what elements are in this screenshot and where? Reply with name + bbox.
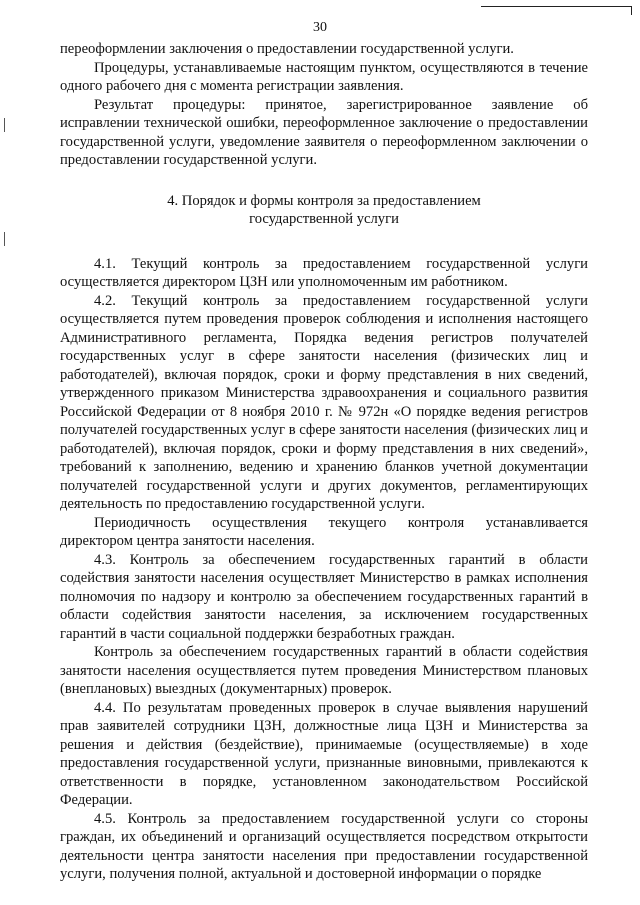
- scan-edge-mark: [4, 232, 5, 246]
- paragraph: 4.5. Контроль за предоставлением государственной услуги со стороны граждан, их объединений и организаций осуществляется посредством открытости деятельности центра занятости населения при предоставлении государственной услуги, получения полной, актуальной и достоверной информации о порядке: [60, 810, 588, 882]
- paragraph: Контроль за обеспечением государственных гарантий в области содействия занятости населения осуществляется путем проведения Министерством плановых (внеплановых) выездных (документарных) проверок.: [60, 644, 588, 697]
- paragraph: Результат процедуры: принятое, зарегистрированное заявление об исправлении технической ошибки, переоформленное заключение о предоставлении государственной услуги, уведомление заявителя о переоформленном заключении о предоставлении государственной услуги.: [60, 96, 588, 168]
- scan-corner-mark: [481, 6, 632, 15]
- paragraph: переоформлении заключения о предоставлении государственной услуги.: [60, 41, 514, 57]
- paragraph: 4.1. Текущий контроль за предоставлением государственной услуги осуществляется директором ЦЗН или уполномоченным им работником.: [60, 255, 588, 290]
- section-heading-line: 4. Порядок и формы контроля за предоставлением: [167, 192, 481, 209]
- paragraph: 4.2. Текущий контроль за предоставлением государственной услуги осуществляется путем проведения проверок соблюдения и исполнения настоящего Административного регламента, Порядка ведения регистров получателей государственных услуг в сфере занятости населения (физических лиц и работодателей), включая порядок, сроки и форму представления в них сведений, утвержденного приказом Министерства здравоохранения и социального развития Российской Федерации от 8 ноября 2010 г. № 972н «О порядке ведения регистров получателей государственных услуг в сфере занятости населения (физических лиц и работодателей), включая порядок, сроки и форму представления в них сведений», требований к заполнению, ведению и хранению бланков учетной документации получателей государственной услуги и других документов, регламентирующих деятельность по предоставлению государственной услуги.: [60, 292, 588, 512]
- section-heading: [60, 192, 588, 229]
- section-heading-line: государственной услуги: [249, 211, 399, 227]
- scan-edge-mark: [4, 118, 5, 132]
- paragraph: 4.3. Контроль за обеспечением государственных гарантий в области содействия занятости населения осуществляет Министерство в рамках исполнения полномочия по надзору и контролю за обеспечением государственных гарантий в области содействия занятости населения, за исключением государственных гарантий в части социальной поддержки безработных граждан.: [60, 551, 588, 642]
- document-body: [60, 40, 588, 884]
- page-number: 30: [313, 20, 327, 35]
- paragraph: 4.4. По результатам проведенных проверок в случае выявления нарушений прав заявителей сотрудники ЦЗН, должностные лица ЦЗН и Министерства за решения и действия (бездействие), принимаемые (осуществляемые) в ходе предоставления государственной услуги, признанные виновными, привлекаются к ответственности в порядке, установленном законодательством Российской Федерации.: [60, 699, 588, 808]
- paragraph: Процедуры, устанавливаемые настоящим пунктом, осуществляются в течение одного рабочего дня с момента регистрации заявления.: [60, 59, 588, 94]
- paragraph: Периодичность осуществления текущего контроля устанавливается директором центра занятости населения.: [60, 514, 588, 549]
